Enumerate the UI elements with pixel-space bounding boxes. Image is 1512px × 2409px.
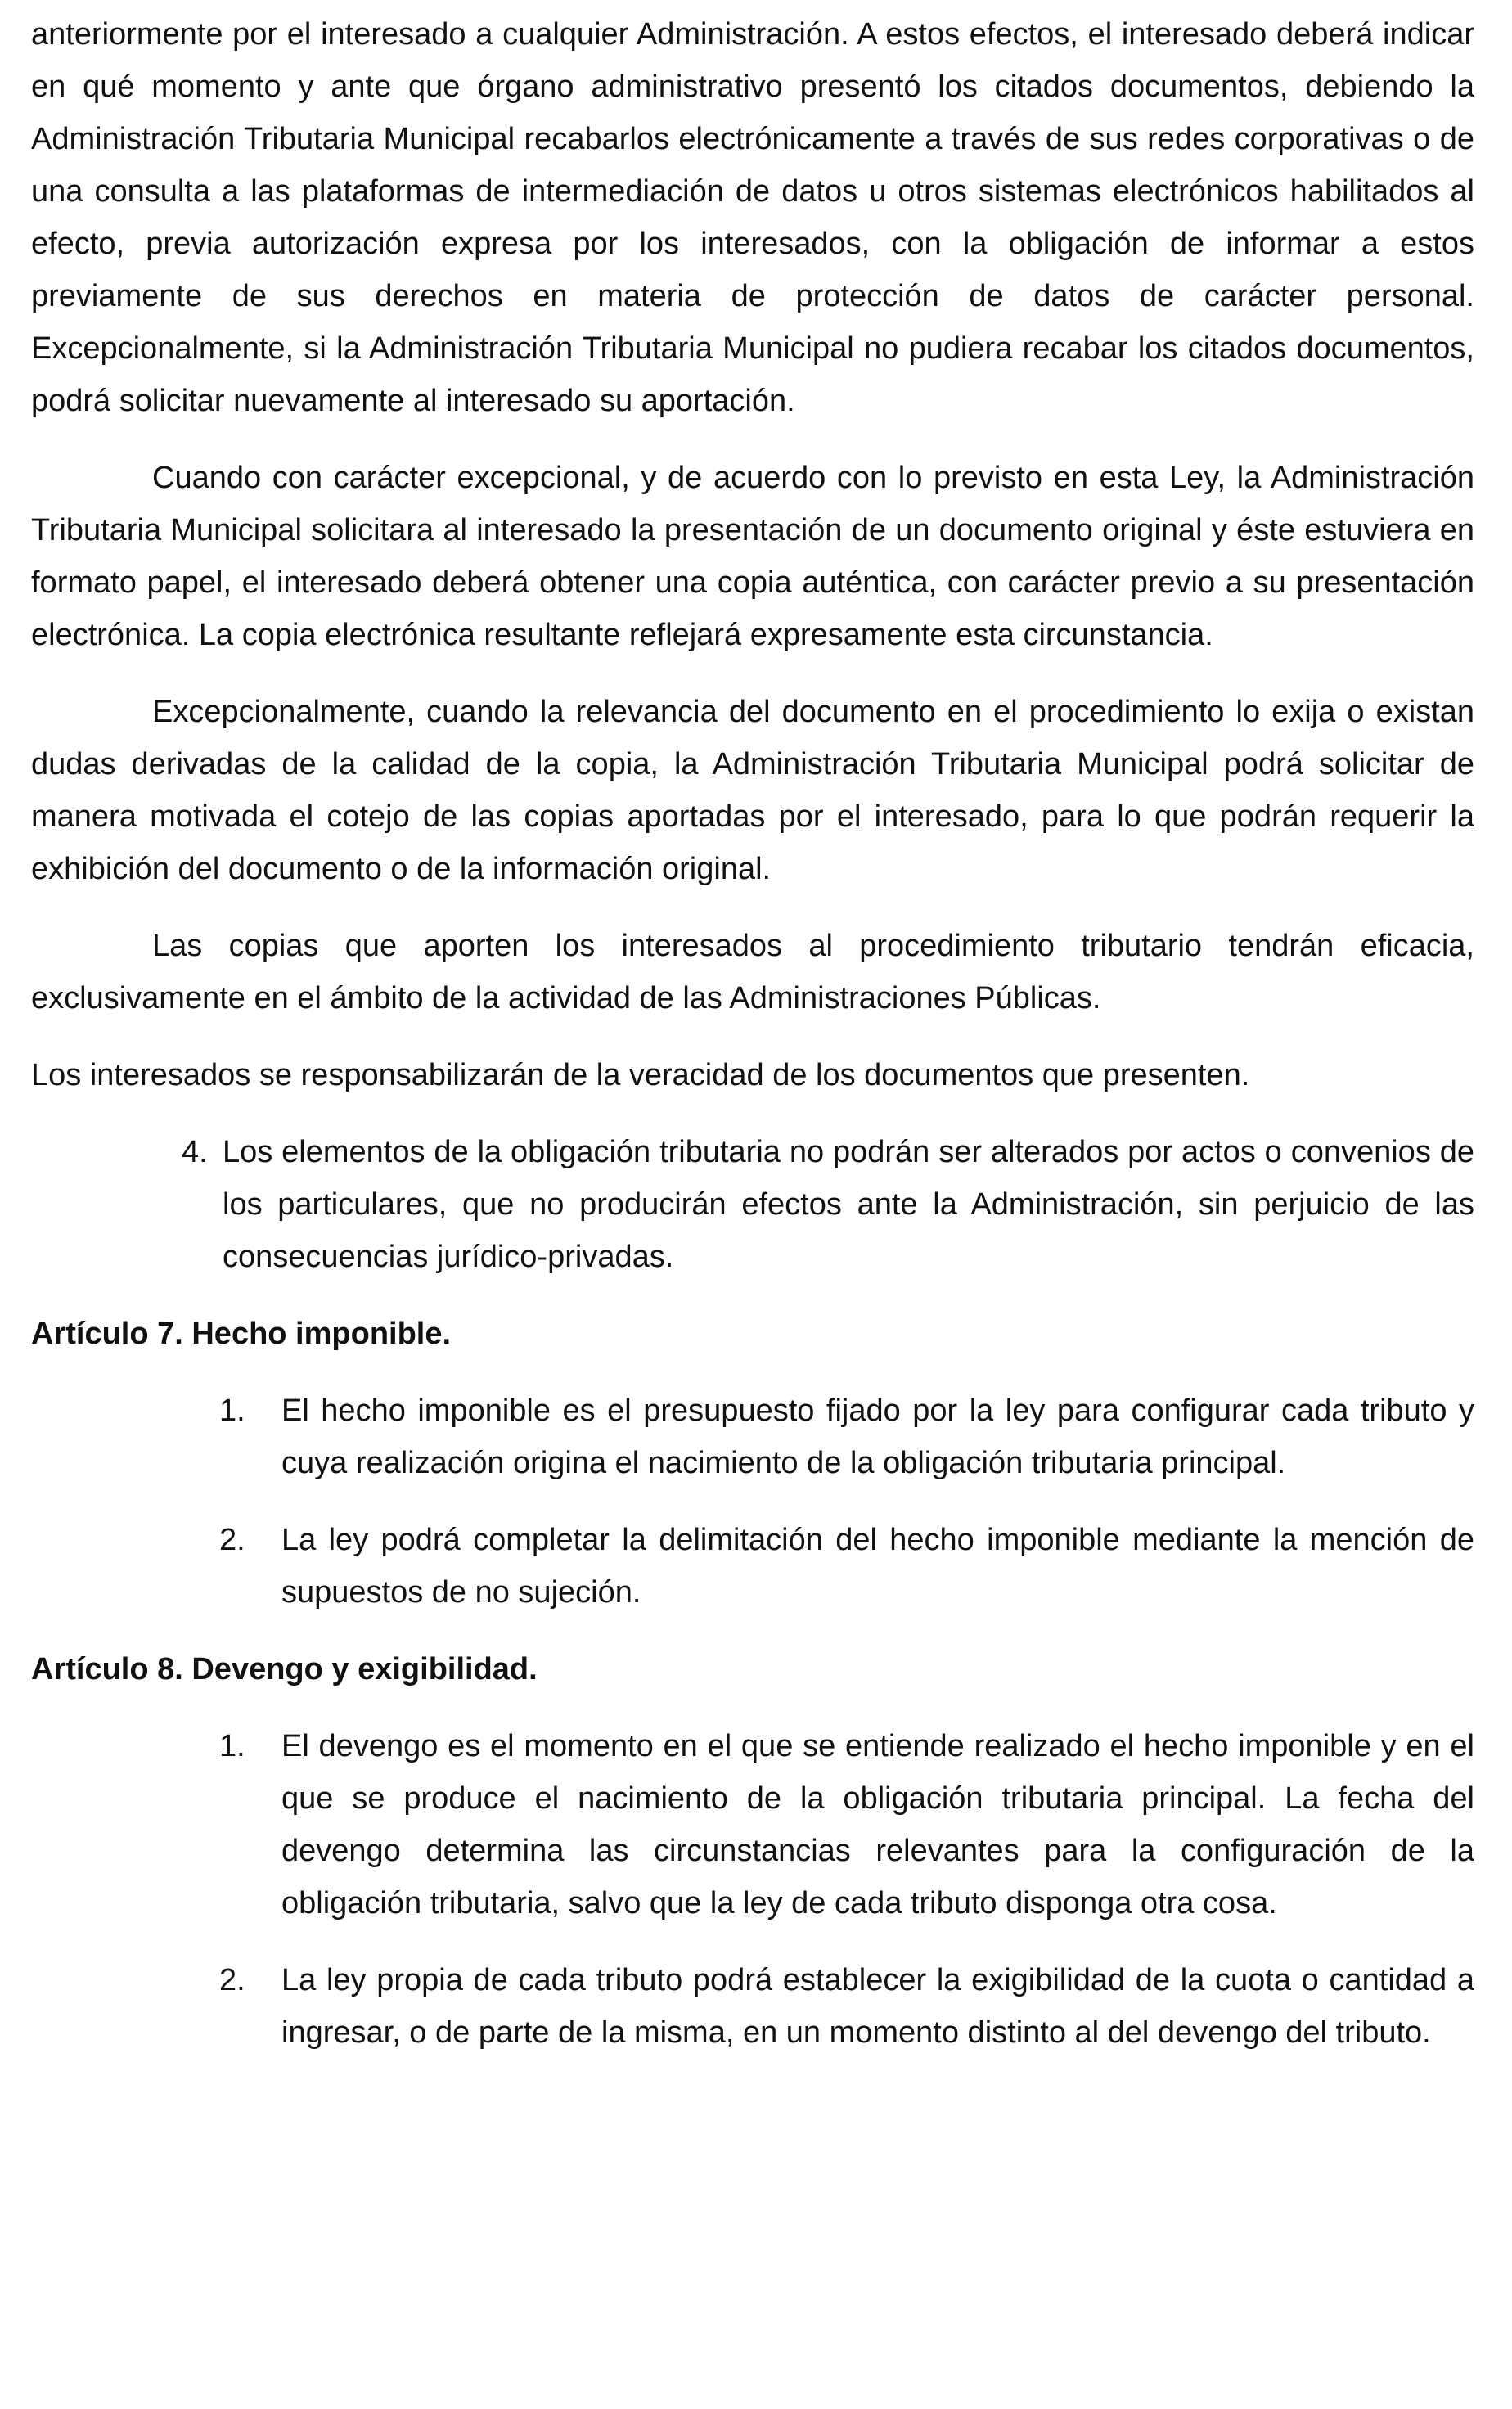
article-8-item-1 xyxy=(31,1720,1474,1929)
paragraph-original-papel: Cuando con carácter excepcional, y de acuerdo con lo previsto en esta Ley, la Administración Tributaria Municipal solicitara al interesado la presentación de un documento original y éste estuviera en formato papel, el interesado deberá obtener una copia auténtica, con carácter previo a su presentación electrónica. La copia electrónica resultante reflejará expresamente esta circunstancia. xyxy=(31,461,1474,652)
paragraph-cotejo-copias: Excepcionalmente, cuando la relevancia del documento en el procedimiento lo exija o existan dudas derivadas de la calidad de la copia, la Administración Tributaria Municipal podrá solicitar de manera motivada el cotejo de las copias aportadas por el interesado, para lo que podrán requerir la exhibición del documento o de la información original. xyxy=(31,695,1474,886)
article-8-item-2 xyxy=(31,1954,1474,2059)
list-item-text: El devengo es el momento en el que se entiende realizado el hecho imponible y en el que se produce el nacimiento de la obligación tributaria principal. La fecha del devengo determina las circunstancias relevantes para la configuración de la obligación tributaria, salvo que la ley de cada tributo disponga otra cosa. xyxy=(281,1729,1474,1920)
list-item-number: 2. xyxy=(219,1963,245,1997)
list-item-number: 4. xyxy=(182,1135,208,1169)
paragraph-documents-recabar: anteriormente por el interesado a cualquier Administración. A estos efectos, el interesado deberá indicar en qué momento y ante que órgano administrativo presentó los citados documentos, debiendo la Administración Tributaria Municipal recabarlos electrónicamente a través de sus redes corporativas o de una consulta a las plataformas de intermediación de datos u otros sistemas electrónicos habilitados al efecto, previa autorización expresa por los interesados, con la obligación de informar a estos previamente de sus derechos en materia de protección de datos de carácter personal. Excepcionalmente, si la Administración Tributaria Municipal no pudiera recabar los citados documentos, podrá solicitar nuevamente al interesado su aportación. xyxy=(31,17,1474,418)
list-item-number: 1. xyxy=(219,1729,245,1763)
article-7-heading: Artículo 7. Hecho imponible. xyxy=(31,1317,452,1351)
list-item-number: 1. xyxy=(219,1394,245,1428)
list-item-text: Los elementos de la obligación tributaria no podrán ser alterados por actos o convenios de los particulares, que no producirán efectos ante la Administración, sin perjuicio de las consecuencias jurídico-privadas. xyxy=(223,1135,1474,1274)
list-item-4 xyxy=(31,1126,1474,1283)
list-item-text: El hecho imponible es el presupuesto fijado por la ley para configurar cada tributo y cuya realización origina el nacimiento de la obligación tributaria principal. xyxy=(281,1394,1474,1480)
article-8-heading: Artículo 8. Devengo y exigibilidad. xyxy=(31,1652,538,1686)
list-item-number: 2. xyxy=(219,1523,245,1557)
paragraph-veracidad: Los interesados se responsabilizarán de la veracidad de los documentos que presenten. xyxy=(31,1058,1250,1092)
paragraph-eficacia-copias: Las copias que aporten los interesados al procedimiento tributario tendrán eficacia, exclusivamente en el ámbito de la actividad de las Administraciones Públicas. xyxy=(31,929,1474,1015)
article-7-item-1 xyxy=(31,1385,1474,1489)
list-item-text: La ley propia de cada tributo podrá establecer la exigibilidad de la cuota o cantidad a ingresar, o de parte de la misma, en un momento distinto al del devengo del tributo. xyxy=(281,1963,1474,2050)
article-7-item-2 xyxy=(31,1514,1474,1619)
list-item-text: La ley podrá completar la delimitación del hecho imponible mediante la mención de supuestos de no sujeción. xyxy=(281,1523,1474,1610)
